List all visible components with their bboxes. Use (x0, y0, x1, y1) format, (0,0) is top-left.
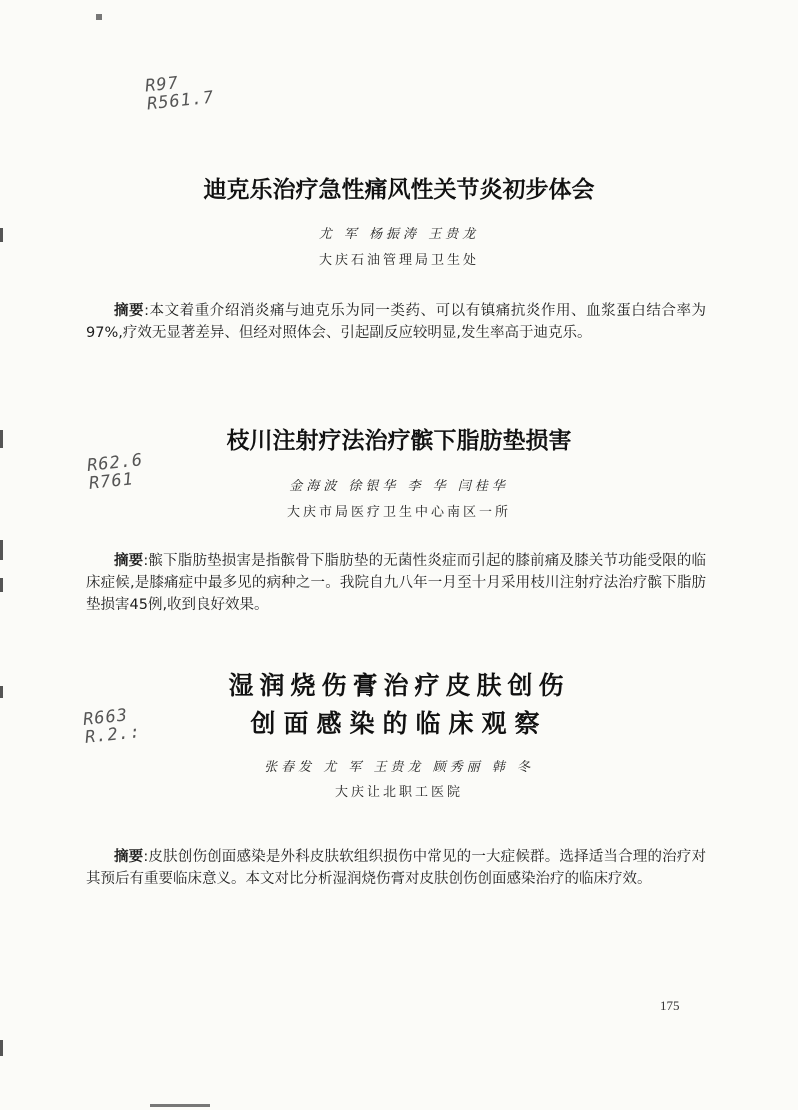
article-affiliation: 大庆石油管理局卫生处 (318, 253, 479, 268)
abstract-text: :髌下脂肪垫损害是指髌骨下脂肪垫的无菌性炎症而引起的膝前痛及膝关节功能受限的临床症候,是膝痛症中最多见的病种之一。我院自九八年一月至十月采用枝川注射疗法治疗髌下脂肪垫损害45例,收到良好效果。 (86, 553, 706, 613)
article-affiliation: 大庆让北职工医院 (334, 785, 463, 800)
page-number: 175 (660, 998, 680, 1013)
abstract-label: 摘要 (114, 849, 144, 865)
scan-edge-mark (0, 540, 3, 560)
article-authors: 张春发 尤 军 王贵龙 顾秀丽 韩 冬 (264, 760, 534, 775)
abstract-text: :皮肤创伤创面感染是外科皮肤软组织损伤中常见的一大症候群。选择适当合理的治疗对其预后有重要临床意义。本文对比分析湿润烧伤膏对皮肤创伤创面感染治疗的临床疗效。 (86, 849, 706, 887)
abstract-text: :本文着重介绍消炎痛与迪克乐为同一类药、可以有镇痛抗炎作用、血浆蛋白结合率为97%,疗效无显著差异、但经对照体会、引起副反应较明显,发生率高于迪克乐。 (86, 303, 706, 341)
article-authors: 金海波 徐银华 李 华 闫桂华 (289, 479, 509, 494)
article-abstract (86, 300, 706, 344)
handwritten-note: R97 R561.7 (144, 73, 216, 115)
article-title: 迪克乐治疗急性痛风性关节炎初步体会 (203, 176, 595, 203)
scan-edge-mark (0, 578, 3, 592)
scan-speck (150, 1104, 210, 1107)
article-abstract (86, 846, 706, 890)
handwritten-note: R663 R.2.: (82, 705, 143, 748)
scan-speck (96, 14, 102, 20)
abstract-label: 摘要 (114, 553, 144, 569)
article-title-line2: 创面感染的临床观察 (250, 709, 548, 738)
abstract-label: 摘要 (114, 303, 145, 319)
article-title: 枝川注射疗法治疗髌下脂肪垫损害 (226, 427, 572, 454)
article-affiliation: 大庆市局医疗卫生中心南区一所 (286, 505, 511, 520)
handwritten-note: R62.6 R761 (86, 450, 145, 494)
scan-edge-mark (0, 1040, 3, 1056)
article-abstract (86, 550, 706, 616)
article-title-line1: 湿润烧伤膏治疗皮肤创伤 (228, 671, 570, 700)
article-authors: 尤 军 杨振涛 王贵龙 (318, 227, 480, 242)
